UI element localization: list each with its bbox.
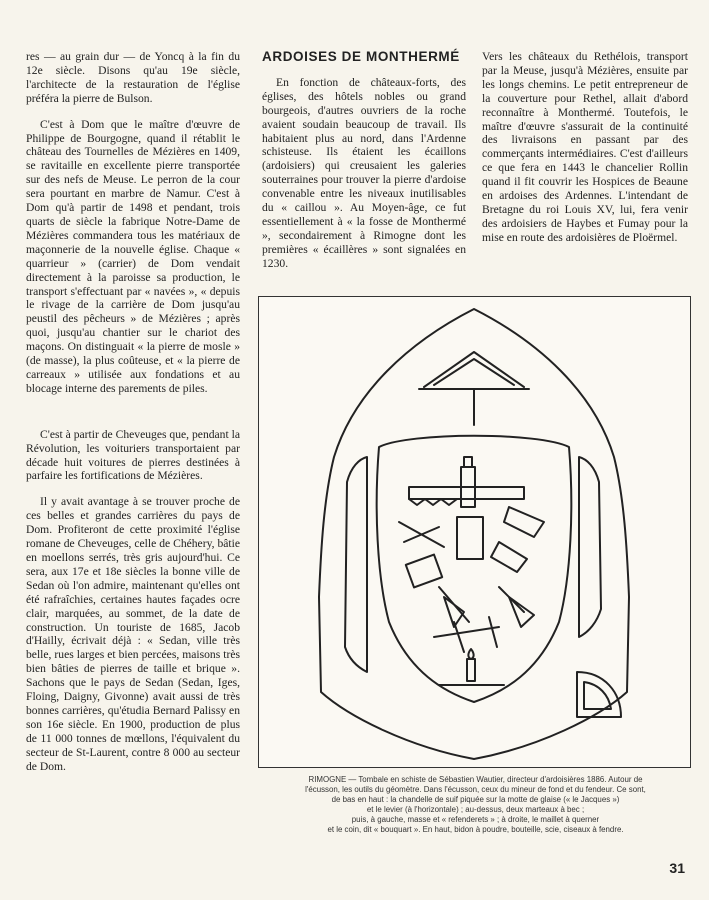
paragraph: C'est à Dom que le maître d'œuvre de Philippe de Bourgogne, quand il rétablit le château des Tournelles de Mézières en 1409, se ravitaille en excellente pierre transportée sur des nefs de Meuse. Le perron de la cour sera pourtant en marbre de Namur. C'est à Dom qu'à partir de 1498 et pendant, trois quarts de siècle la fabrique Notre-Dame de Mézières commandera tous les matériaux de maçonnerie de la nouvelle église. Chaque « quarrieur » (carrier) de Dom vendait directement à la paroisse sa production, le transport s'effectuant par « navées », « depuis le rivage de la carrière de Dom jusqu'au peustil des pêcheurs » de Mézières ; après quoi, jusqu'au chantier sur le chariot des maçons. On distinguait « la pierre de mosle » (de masse), la plus coûteuse, et « la pierre de carreaux » utilisée aux fondations et au blocage interne des parements de piles. [26, 117, 240, 395]
paragraph: res — au grain dur — de Yoncq à la fin du 12e siècle. Disons qu'au 19e siècle, l'architecte de la restauration de l'église préféra la pierre de Bulson. [26, 50, 240, 105]
text-column-1 [26, 50, 240, 786]
caption-line: et le coin, dit « bouquart ». En haut, bidon à poudre, bouteille, scie, ciseaux à fendre. [327, 825, 624, 834]
paragraph: C'est à partir de Cheveuges que, pendant la Révolution, les voituriers transportaient par décade huit voitures de pierres destinées à parfaire les fortifications de Mézières. [26, 427, 240, 483]
tombstone-icon [259, 297, 690, 767]
caption-line: puis, à gauche, masse et « refenderets » ; à droite, le maillet à querner [351, 815, 600, 824]
text-column-2 [262, 50, 466, 283]
text-column-3 [482, 50, 688, 257]
section-heading: ARDOISES DE MONTHERMÉ [262, 49, 460, 64]
page-number: 31 [669, 860, 685, 876]
paragraph: Il y avait avantage à se trouver proche de ces belles et grandes carrières du pays de Dom. Profiteront de cette proximité l'église romane de Cheveuges, celle de Chéhery, bâtie en moellons serrés, très gris aujourd'hui. Ce sera, aux 17e et 18e siècles la bonne ville de Sedan où l'on admire, maintenant qu'elles ont été rafraîchies, certaines hautes façades ocre clair, marquées, au sommet, de la date de construction. Un touriste de 1685, Jacob d'Hailly, écrivait déjà : « Sedan, ville très belle, rues larges et bien percées, maisons très bien bâties de pierres de taille et brique ». Sachons que le pays de Sedan (Sedan, Iges, Floing, Daigny, Givonne) avait aussi de très bonnes carrières, qu'étudia Bernard Palissy en son 16e siècle. En 1900, production de plus de 11 000 tonnes de mœllons, l'équivalent du secteur de St-Laurent, contre 8 000 au secteur de Dom. [26, 495, 240, 773]
caption-line: RIMOGNE — Tombale en schiste de Sébastien Wautier, directeur d'ardoisières 1886. Autour de [308, 775, 643, 784]
figure-caption [262, 775, 689, 835]
caption-line: et le levier (à l'horizontale) ; au-dessus, deux marteaux à bec ; [366, 805, 585, 814]
paragraph: Vers les châteaux du Rethélois, transport par la Meuse, jusqu'à Mézières, ensuite par les longs chemins. Le petit entrepreneur de la couverture pour Rethel, allait d'abord reconnaître à Monthermé. Toutefois, le maître d'œuvre s'assurait de la continuité des livraisons en passant par des commerçants intermédiaires. C'est d'ailleurs ce que fera en 1443 le chancelier Rollin quand il fit couvrir les Hospices de Beaune en ardoises des Ardennes. L'intendant de Bretagne du roi Louis XV, lui, fera venir des ardoisiers de Haybes et Fumay pour la mise en route des ardoisières de Ploërmel. [482, 50, 688, 244]
tombstone-figure [258, 296, 691, 768]
caption-line: l'écusson, les outils du géomètre. Dans l'écusson, ceux du mineur de fond et du fendeur. Ce sont, [305, 785, 646, 794]
paragraph: En fonction de châteaux-forts, des églises, des hôtels nobles ou grand bourgeois, d'autres ouvriers de la roche avaient soudain beaucoup de travail. Ils habitaient plus au nord, dans l'Ardenne schisteuse. Ils étaient les écaillons (ardoisiers) qui creusaient les galeries souterraines pour trouver la pierre d'ardoise convenable entre les niveaux inutilisables du « caillou ». Au Moyen-âge, ce fut essentiellement à « la fosse de Monthermé », secondairement à Rimogne dont les premières « écaillères » sont signalées en 1230. [262, 75, 466, 270]
caption-line: de bas en haut : la chandelle de suif piquée sur la motte de glaise (« le Jacques ») [331, 795, 620, 804]
